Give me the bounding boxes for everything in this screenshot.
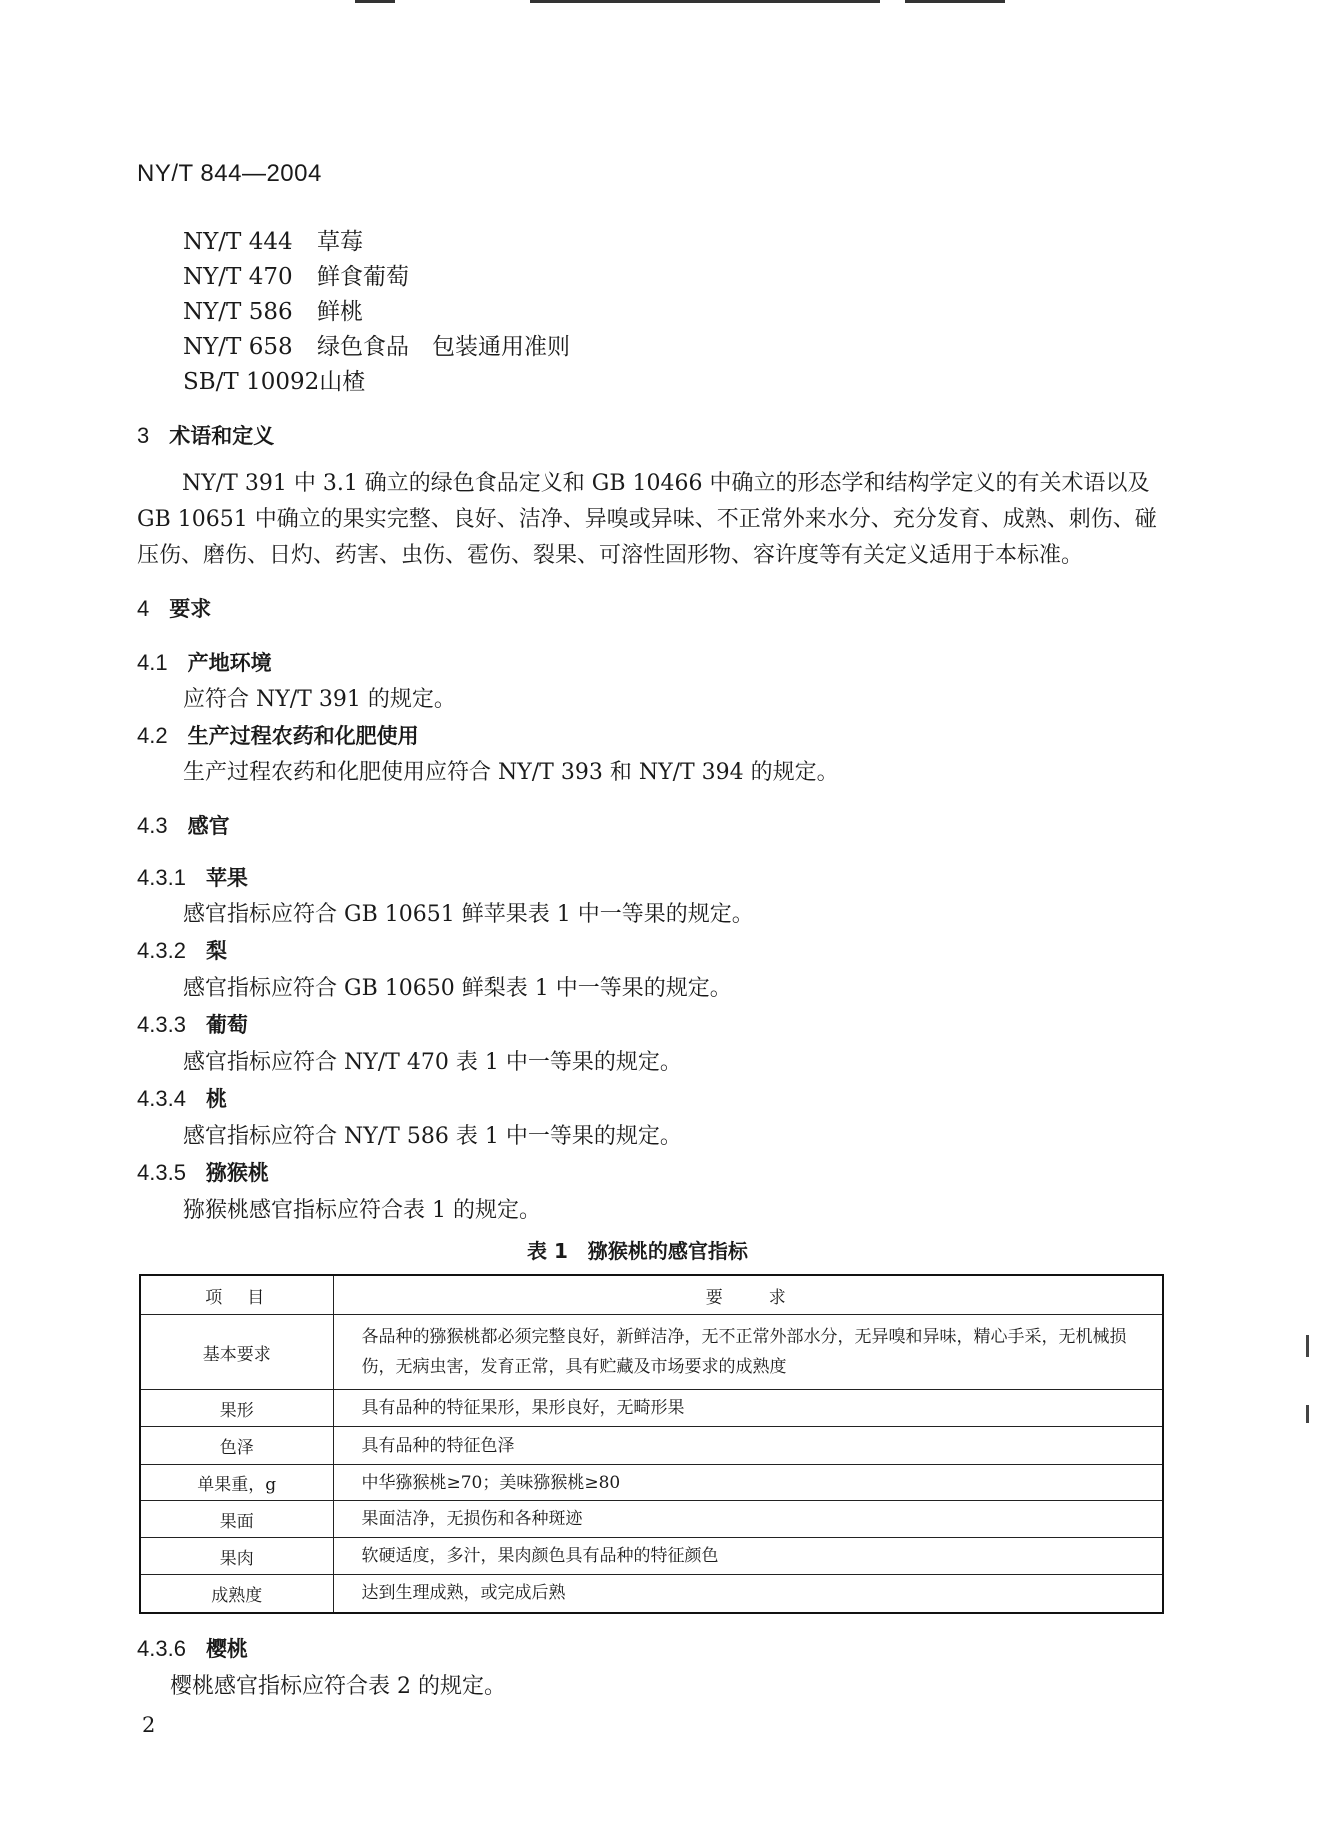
section-number: 3	[137, 423, 150, 448]
table-row	[140, 1501, 1163, 1538]
ref-title: 鲜桃	[317, 299, 363, 325]
ref-code: NY/T 658	[183, 334, 293, 360]
table-1-title: 表 1 猕猴桃的感官指标	[527, 1239, 748, 1263]
section-title: 感官	[187, 814, 230, 838]
table-cell-item: 单果重，g	[140, 1465, 333, 1501]
table-cell-requirement: 具有品种的特征色泽	[333, 1427, 1163, 1465]
section-4-3-5-heading	[137, 1157, 269, 1187]
section-number: 4.3	[137, 813, 168, 838]
standard-code: NY/T 844—2004	[137, 160, 322, 187]
section-4-3-5-text: 猕猴桃感官指标应符合表 1 的规定。	[183, 1198, 541, 1223]
section-number: 4.3.2	[137, 938, 186, 963]
scan-edge-mark	[1306, 1335, 1309, 1357]
ref-title: 鲜食葡萄	[317, 264, 409, 290]
section-4-1-heading	[137, 647, 272, 677]
table-row	[140, 1575, 1163, 1613]
table-1	[139, 1274, 1164, 1614]
section-number: 4.3.4	[137, 1086, 186, 1111]
section-4-3-3-text: 感官指标应符合 NY/T 470 表 1 中一等果的规定。	[183, 1050, 682, 1075]
section-4-3-2-text: 感官指标应符合 GB 10650 鲜梨表 1 中一等果的规定。	[183, 976, 732, 1001]
section-number: 4.2	[137, 723, 168, 748]
section-4-3-3-heading	[137, 1009, 248, 1039]
ref-title: 草莓	[317, 229, 363, 255]
ref-item	[183, 363, 365, 396]
ref-title: 绿色食品 包装通用准则	[317, 334, 570, 360]
section-4-2-heading	[137, 720, 419, 750]
section-number: 4	[137, 596, 150, 621]
section-3-heading	[137, 420, 274, 450]
section-title: 樱桃	[205, 1637, 248, 1661]
table-header-requirement: 要 求	[333, 1275, 1163, 1315]
table-row	[140, 1465, 1163, 1501]
page-number: 2	[142, 1713, 156, 1737]
section-title: 生产过程农药和化肥使用	[187, 724, 419, 748]
section-title: 术语和定义	[169, 424, 275, 448]
section-number: 4.3.6	[137, 1636, 186, 1661]
section-title: 猕猴桃	[205, 1161, 269, 1185]
section-title: 梨	[205, 939, 227, 963]
section-number: 4.3.5	[137, 1160, 186, 1185]
section-title: 要求	[169, 597, 212, 621]
section-title: 桃	[205, 1087, 227, 1111]
ref-item	[183, 328, 570, 361]
section-4-3-1-text: 感官指标应符合 GB 10651 鲜苹果表 1 中一等果的规定。	[183, 902, 754, 927]
section-4-heading	[137, 593, 211, 623]
section-4-3-6-text: 樱桃感官指标应符合表 2 的规定。	[170, 1674, 506, 1699]
table-cell-item: 基本要求	[140, 1315, 333, 1390]
section-title: 产地环境	[187, 651, 272, 675]
table-cell-item: 果肉	[140, 1538, 333, 1575]
table-cell-requirement: 中华猕猴桃≥70；美味猕猴桃≥80	[333, 1465, 1163, 1501]
ref-code: SB/T 10092	[183, 369, 320, 395]
section-4-1-text: 应符合 NY/T 391 的规定。	[183, 687, 456, 712]
table-cell-item: 果面	[140, 1501, 333, 1538]
ref-item	[183, 258, 409, 291]
top-rule-left	[355, 0, 395, 3]
section-4-3-4-text: 感官指标应符合 NY/T 586 表 1 中一等果的规定。	[183, 1124, 682, 1149]
ref-title: 山楂	[319, 369, 366, 395]
table-header-row	[140, 1275, 1163, 1315]
section-number: 4.3.1	[137, 865, 186, 890]
table-row	[140, 1315, 1163, 1390]
ref-code: NY/T 444	[183, 229, 293, 255]
table-row	[140, 1390, 1163, 1427]
section-4-2-text: 生产过程农药和化肥使用应符合 NY/T 393 和 NY/T 394 的规定。	[183, 760, 839, 785]
table-cell-requirement: 软硬适度，多汁，果肉颜色具有品种的特征颜色	[333, 1538, 1163, 1575]
section-number: 4.1	[137, 650, 168, 675]
table-cell-requirement: 达到生理成熟，或完成后熟	[333, 1575, 1163, 1613]
ref-code: NY/T 470	[183, 264, 293, 290]
table-cell-requirement: 具有品种的特征果形，果形良好，无畸形果	[333, 1390, 1163, 1427]
section-4-3-heading	[137, 810, 230, 840]
table-cell-item: 果形	[140, 1390, 333, 1427]
section-4-3-4-heading	[137, 1083, 227, 1113]
scan-edge-mark	[1306, 1405, 1309, 1423]
table-cell-requirement: 果面洁净，无损伤和各种斑迹	[333, 1501, 1163, 1538]
table-cell-item: 成熟度	[140, 1575, 333, 1613]
section-4-3-2-heading	[137, 935, 227, 965]
ref-item	[183, 293, 363, 326]
ref-code: NY/T 586	[183, 299, 293, 325]
section-number: 4.3.3	[137, 1012, 186, 1037]
section-3-paragraph: NY/T 391 中 3.1 确立的绿色食品定义和 GB 10466 中确立的形态学和结构学定义的有关术语以及 GB 10651 中确立的果实完整、良好、洁净、异嗅或异味、不正常外来水分、充分发育、成熟、刺伤、碰压伤、磨伤、日灼、药害、虫伤、雹伤、裂果、可溶性固形物、容许度等有关定义适用于本标准。	[137, 471, 1157, 568]
table-row	[140, 1538, 1163, 1575]
table-cell-requirement: 各品种的猕猴桃都必须完整良好，新鲜洁净，无不正常外部水分，无异嗅和异味，精心手采，无机械损伤，无病虫害，发育正常，具有贮藏及市场要求的成熟度	[333, 1315, 1163, 1390]
table-row	[140, 1427, 1163, 1465]
table-header-item: 项 目	[140, 1275, 333, 1315]
section-title: 葡萄	[205, 1013, 248, 1037]
section-4-3-6-heading	[137, 1633, 248, 1663]
section-4-3-1-heading	[137, 862, 248, 892]
top-rule-right	[905, 0, 1005, 3]
top-rule-middle	[530, 0, 880, 3]
table-cell-item: 色泽	[140, 1427, 333, 1465]
ref-item	[183, 223, 363, 256]
section-title: 苹果	[205, 866, 248, 890]
